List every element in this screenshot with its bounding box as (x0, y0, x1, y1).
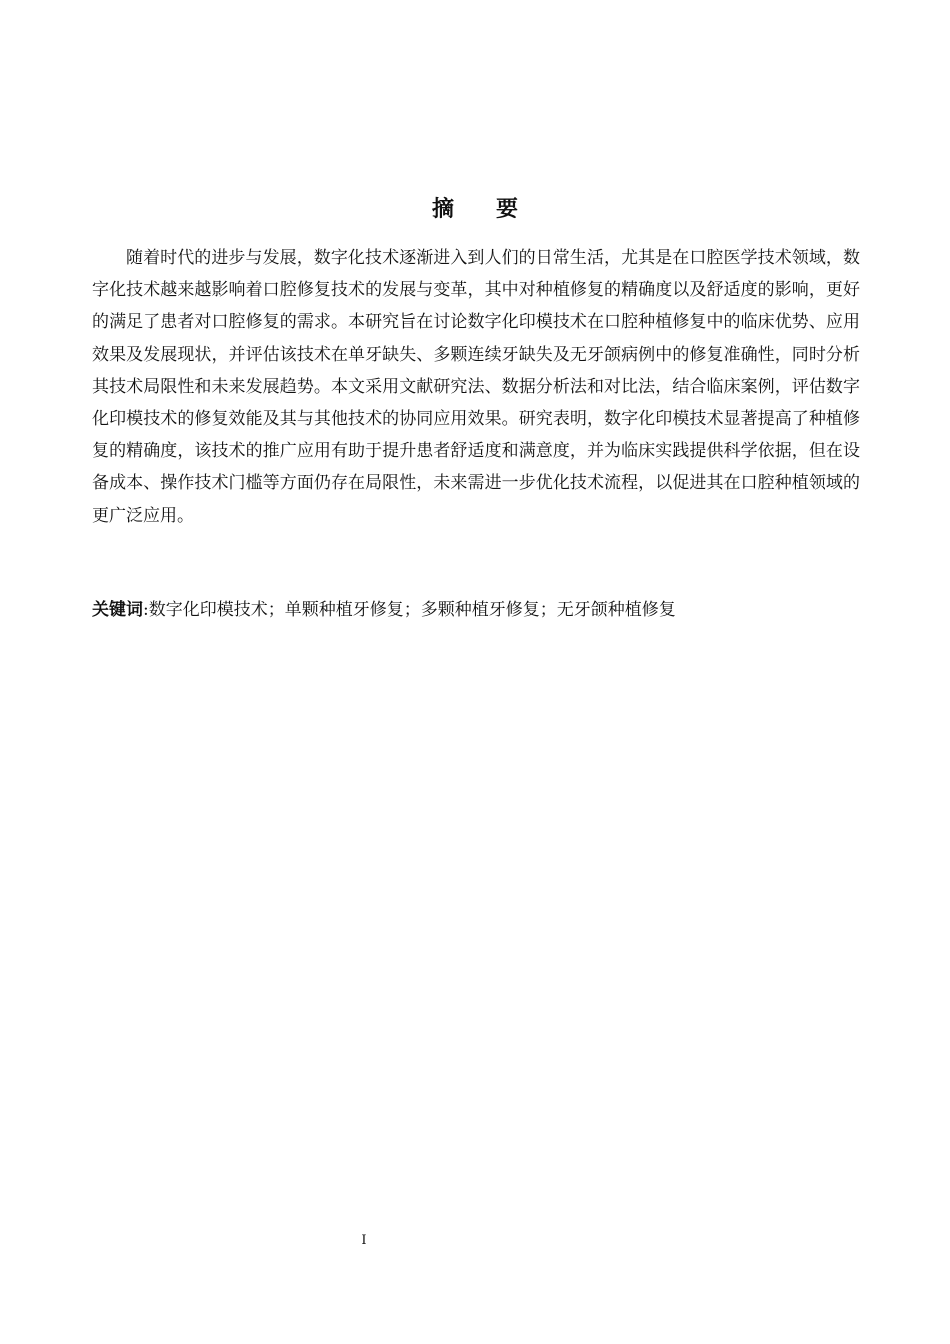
keywords-separator: : (143, 600, 149, 620)
abstract-body: 随着时代的进步与发展，数字化技术逐渐进入到人们的日常生活，尤其是在口腔医学技术领域，数字化技术越来越影响着口腔修复技术的发展与变革，其中对种植修复的精确度以及舒适度的影响，更好的满足了患者对口腔修复的需求。本研究旨在讨论数字化印模技术在口腔种植修复中的临床优势、应用效果及发展现状，并评估该技术在单牙缺失、多颗连续牙缺失及无牙颌病例中的修复准确性，同时分析其技术局限性和未来发展趋势。本文采用文献研究法、数据分析法和对比法，结合临床案例，评估数字化印模技术的修复效能及其与其他技术的协同应用效果。研究表明，数字化印模技术显著提高了种植修复的精确度，该技术的推广应用有助于提升患者舒适度和满意度，并为临床实践提供科学依据，但在设备成本、操作技术门槛等方面仍存在局限性，未来需进一步优化技术流程，以促进其在口腔种植领域的更广泛应用。 (92, 248, 860, 526)
keywords-text: 数字化印模技术；单颗种植牙修复；多颗种植牙修复；无牙颌种植修复 (148, 600, 676, 620)
keywords-line (92, 594, 860, 626)
page-number: I (361, 1233, 367, 1248)
page-title: 摘要 (431, 196, 560, 222)
keywords-label: 关键词 (92, 600, 143, 620)
